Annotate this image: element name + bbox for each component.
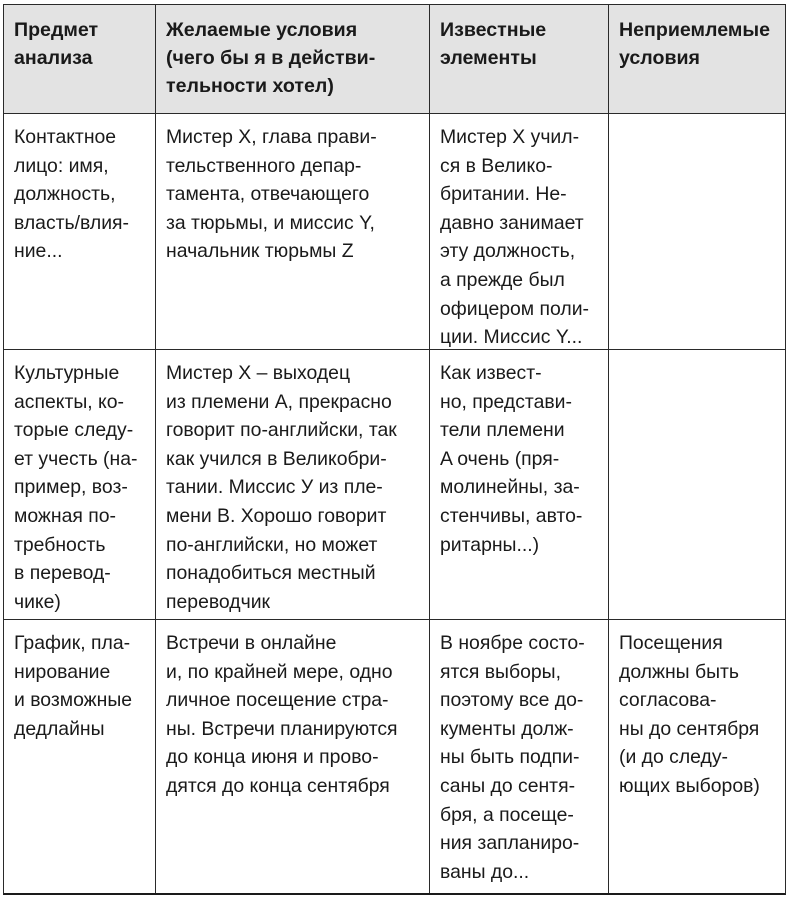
header-desired-conditions: Желаемые условия (чего бы я в действи- тельности хотел) [156,5,430,113]
header-subject: Предмет анализа [4,5,156,113]
analysis-table [3,4,786,895]
table-cell: Мистер X – выходец из племени A, прекрасно говорит по-английски, так как учился в Великобри- тании. Миссис У из пле- мени B. Хорошо говорит по-английски, но может понадобиться местный переводчик [156,350,430,619]
header-unacceptable-conditions: Неприемлемые условия [619,19,770,69]
table-cell: Как извест- но, представи- тели племени A очень (пря- молинейны, за- стенчивы, авто- ритарны...) [430,350,609,619]
table-cell: График, пла- нирование и возможные дедлайны [4,620,156,893]
table-cell: Посещения должны быть согласова- ны до сентября (и до следу- ющих выборов) [619,632,760,797]
table-cell [609,350,785,619]
table-row [4,620,785,893]
table-cell [609,114,785,349]
table-cell: Мистер X учил- ся в Велико- британии. Не- давно занимает эту должность, а прежде был офицером поли- ции. Миссис Y... [430,114,609,349]
table-cell: Контактное лицо: имя, должность, власть/влия- ние... [4,114,156,349]
table-row [4,114,785,350]
table-cell: Культурные аспекты, ко- торые следу- ет учесть (на- пример, воз- можная по- требность в перевод- чике) [4,350,156,619]
table-header-row [4,5,785,114]
table-cell: Встречи в онлайне и, по крайней мере, одно личное посещение стра- ны. Встречи планируются до конца июня и прово- дятся до конца сентября [156,620,430,893]
header-known-elements: Известные элементы [430,5,609,113]
table-cell: Мистер X, глава прави- тельственного депар- тамента, отвечающего за тюрьмы, и миссис Y, начальник тюрьмы Z [156,114,430,349]
table-cell: В ноябре состо- ятся выборы, поэтому все до- кументы долж- ны быть подпи- саны до сентя- бря, а посеще- ния запланиро- ваны до... [430,620,609,893]
table-row [4,350,785,620]
